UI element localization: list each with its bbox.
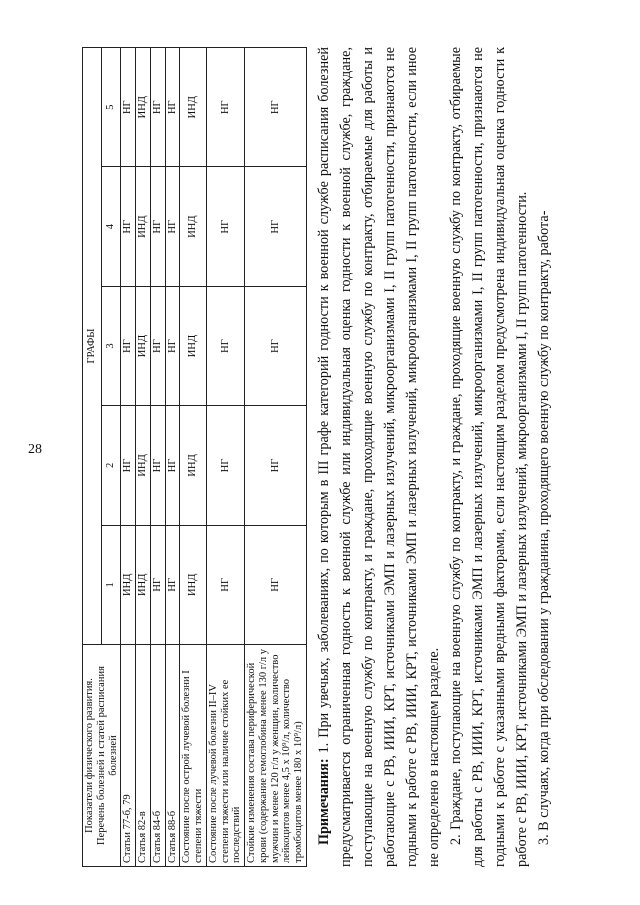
row-label: Статья 88-б [165,645,180,867]
table-cell: ИНД [136,48,151,167]
header-first-line2: Перечень болезней и статей расписания болезней [95,666,119,845]
table-cell: ИНД [180,167,207,286]
table-cell: НГ [165,167,180,286]
table-row [150,48,165,867]
table-cell: ИНД [180,48,207,167]
table-cell: НГ [165,48,180,167]
column-header: 2 [102,406,121,525]
notes-heading: Примечания: [315,758,332,845]
group-header: ГРАФЫ [83,48,102,645]
fitness-table [82,47,307,867]
column-header: 5 [102,48,121,167]
row-label: Статьи 77-б, 79 [121,645,136,867]
table-row [121,48,136,867]
table-cell: НГ [150,48,165,167]
table-row [136,48,151,867]
table-header-first [83,645,121,867]
row-label: Стойкие изменения состава периферической крови (содержание гемоглобина менее 130 г/л у мужчин и менее 120 г/л у женщин, количество лейкоцитов менее 4,5 х 10⁹/л, количество тромбоцитов менее 180 х 10⁹/л) [245,645,307,867]
table-cell: ИНД [180,525,207,644]
table-cell: НГ [150,167,165,286]
table-cell: НГ [245,525,307,644]
column-header: 1 [102,525,121,644]
table-cell: ИНД [180,406,207,525]
table-cell: ИНД [136,286,151,405]
table-cell: НГ [245,48,307,167]
notes-section [313,47,555,867]
table-cell: НГ [245,286,307,405]
table-cell: НГ [165,525,180,644]
table-row [206,48,244,867]
table-cell: НГ [206,525,244,644]
note-2: 2. Граждане, поступающие на военную службу по контракту, и граждане, проходящие военную службу по контракту, отбираемые для работы с РВ, ИИИ, КРТ, источниками ЭМП и лазерных излучений, микроорганизмами I, II групп патогенности, признаются не годными к работе с указанными вредными факторами, если настоящим разделом предусмотрена индивидуальная оценка годности к работе с РВ, ИИИ, КРТ, источниками ЭМП и лазерных излучений, микроорганизмами I, II групп патогенности. [447,47,530,867]
row-label: Состояние после острой лучевой болезни I степени тяжести [180,645,207,867]
table-cell: НГ [121,48,136,167]
table-cell: НГ [150,406,165,525]
row-label: Статья 84-б [150,645,165,867]
table-cell: НГ [165,286,180,405]
note-1 [313,47,445,867]
table-row [180,48,207,867]
row-label: Состояние после лучевой болезни II–IV степени тяжести или наличие стойких ее последствий [206,645,244,867]
column-header: 4 [102,167,121,286]
note-1-text: 1. При увечьях, заболеваниях, по которым в III графе категорий годности к военной службе расписания болезней предусматривается ограниченная годность к военной службе или индивидуальная оценка годности к военной службе, граждане, поступающие на военную службу по контракту, и граждане, проходящие военную службу по контракту, отбираемые для работы и работающие с РВ, ИИИ, КРТ, источниками ЭМП и лазерных излучений, микроорганизмами I, II групп патогенности, признаются не годными к работе с РВ, ИИИ, КРТ, источниками ЭМП и лазерных излучений, микроорганизмами I, II групп патогенности, если иное не определено в настоящем разделе. [315,47,442,867]
table-cell: НГ [206,406,244,525]
table-cell: НГ [245,167,307,286]
table-cell: ИНД [136,406,151,525]
table-cell: НГ [150,286,165,405]
table-cell: НГ [245,406,307,525]
table-cell: ИНД [136,167,151,286]
table-cell: НГ [150,525,165,644]
row-label: Статья 82-в [136,645,151,867]
table-cell: ИНД [136,525,151,644]
note-3: 3. В случаях, когда при обследовании у гражданина, проходящего военную службу по контракту, работа- [535,210,552,845]
table-row [245,48,307,867]
table-cell: НГ [165,406,180,525]
table-cell: НГ [121,167,136,286]
table-cell: НГ [206,48,244,167]
rotated-page-content [82,47,562,867]
table-cell: НГ [206,167,244,286]
table-cell: НГ [121,286,136,405]
table-cell: НГ [206,286,244,405]
header-first-line1: Показатели физического развития. [84,678,95,833]
column-header: 3 [102,286,121,405]
table-cell: ИНД [180,286,207,405]
table-row [165,48,180,867]
page-number: 28 [28,442,42,457]
table-cell: ИНД [121,525,136,644]
table-cell: НГ [121,406,136,525]
